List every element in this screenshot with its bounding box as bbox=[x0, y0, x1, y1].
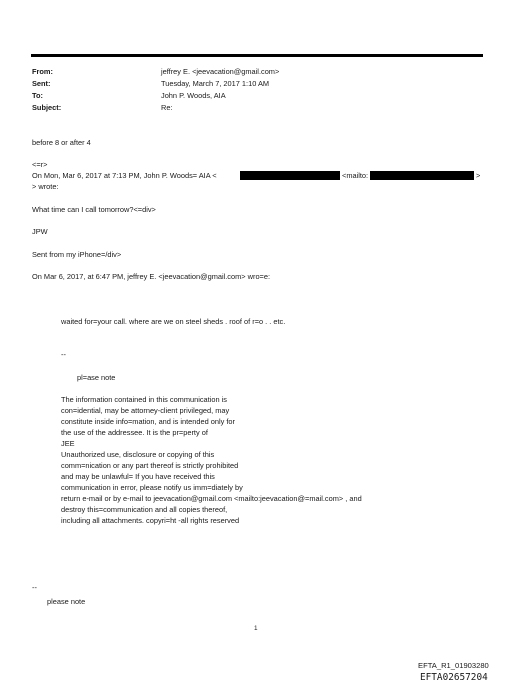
to-value: John P. Woods, AIA bbox=[161, 91, 226, 100]
quote2-line: On Mar 6, 2017, at 6:47 PM, jeffrey E. <jeevacation@gmail.com> wro=e: bbox=[32, 272, 271, 281]
page-number: 1 bbox=[254, 625, 258, 632]
disclaimer-line: con=idential, may be attorney-client privileged, may bbox=[61, 406, 230, 415]
wrote-line: > wrote: bbox=[32, 182, 59, 191]
waited-line: waited for=your call. where are we on steel sheds . roof of r=o . . etc. bbox=[61, 317, 286, 326]
please-note-2-line: please note bbox=[47, 597, 86, 606]
redaction-block bbox=[370, 171, 474, 180]
disclaimer-line: communication in error, please notify us imm=diately by bbox=[61, 483, 243, 492]
disclaimer-line: comm=nication or any part thereof is strictly prohibited bbox=[61, 461, 239, 470]
disclaimer-line: return e-mail or by e-mail to jeevacation@gmail.com <mailto:jeevacation@=mail.com> , and bbox=[61, 494, 362, 503]
close-bracket: > bbox=[476, 171, 481, 180]
from-label: From: bbox=[32, 67, 53, 76]
sent-value: Tuesday, March 7, 2017 1:10 AM bbox=[161, 79, 270, 88]
sent-from-line: Sent from my iPhone=/div> bbox=[32, 250, 122, 259]
disclaimer-line: and may be unlawful= If you have received this bbox=[61, 472, 215, 481]
disclaimer-line: including all attachments. copyri=ht -all rights reserved bbox=[61, 516, 240, 525]
disclaimer-line: the use of the addressee. It is the pr=perty of bbox=[61, 428, 208, 437]
initials-line: JPW bbox=[32, 227, 48, 236]
disclaimer-line: JEE bbox=[61, 439, 75, 448]
efta-small-stamp: EFTA_R1_01903280 bbox=[418, 661, 489, 670]
dashes-line: -- bbox=[61, 350, 66, 359]
disclaimer-line: destroy this=communication and all copies thereof, bbox=[61, 505, 228, 514]
efta-large-stamp: EFTA02657204 bbox=[420, 672, 488, 683]
sent-label: Sent: bbox=[32, 79, 51, 88]
disclaimer-line: constitute inside info=mation, and is intended only for bbox=[61, 417, 235, 426]
reply-text: before 8 or after 4 bbox=[32, 138, 91, 147]
disclaimer-line: Unauthorized use, disclosure or copying of this bbox=[61, 450, 215, 459]
header-rule bbox=[31, 54, 483, 57]
disclaimer-line: The information contained in this communication is bbox=[61, 395, 227, 404]
tag-line: <=r> bbox=[32, 160, 48, 169]
mailto-text: <mailto: bbox=[342, 171, 369, 180]
quote-line-start: On Mon, Mar 6, 2017 at 7:13 PM, John P. Woods= AIA < bbox=[32, 171, 217, 180]
to-label: To: bbox=[32, 91, 43, 100]
question-line: What time can I call tomorrow?<=div> bbox=[32, 205, 156, 214]
subject-value: Re: bbox=[161, 103, 173, 112]
from-value: jeffrey E. <jeevacation@gmail.com> bbox=[161, 67, 280, 76]
subject-label: Subject: bbox=[32, 103, 62, 112]
redaction-block bbox=[240, 171, 340, 180]
please-note-line: pl=ase note bbox=[77, 373, 116, 382]
dashes2-line: -- bbox=[32, 583, 37, 592]
